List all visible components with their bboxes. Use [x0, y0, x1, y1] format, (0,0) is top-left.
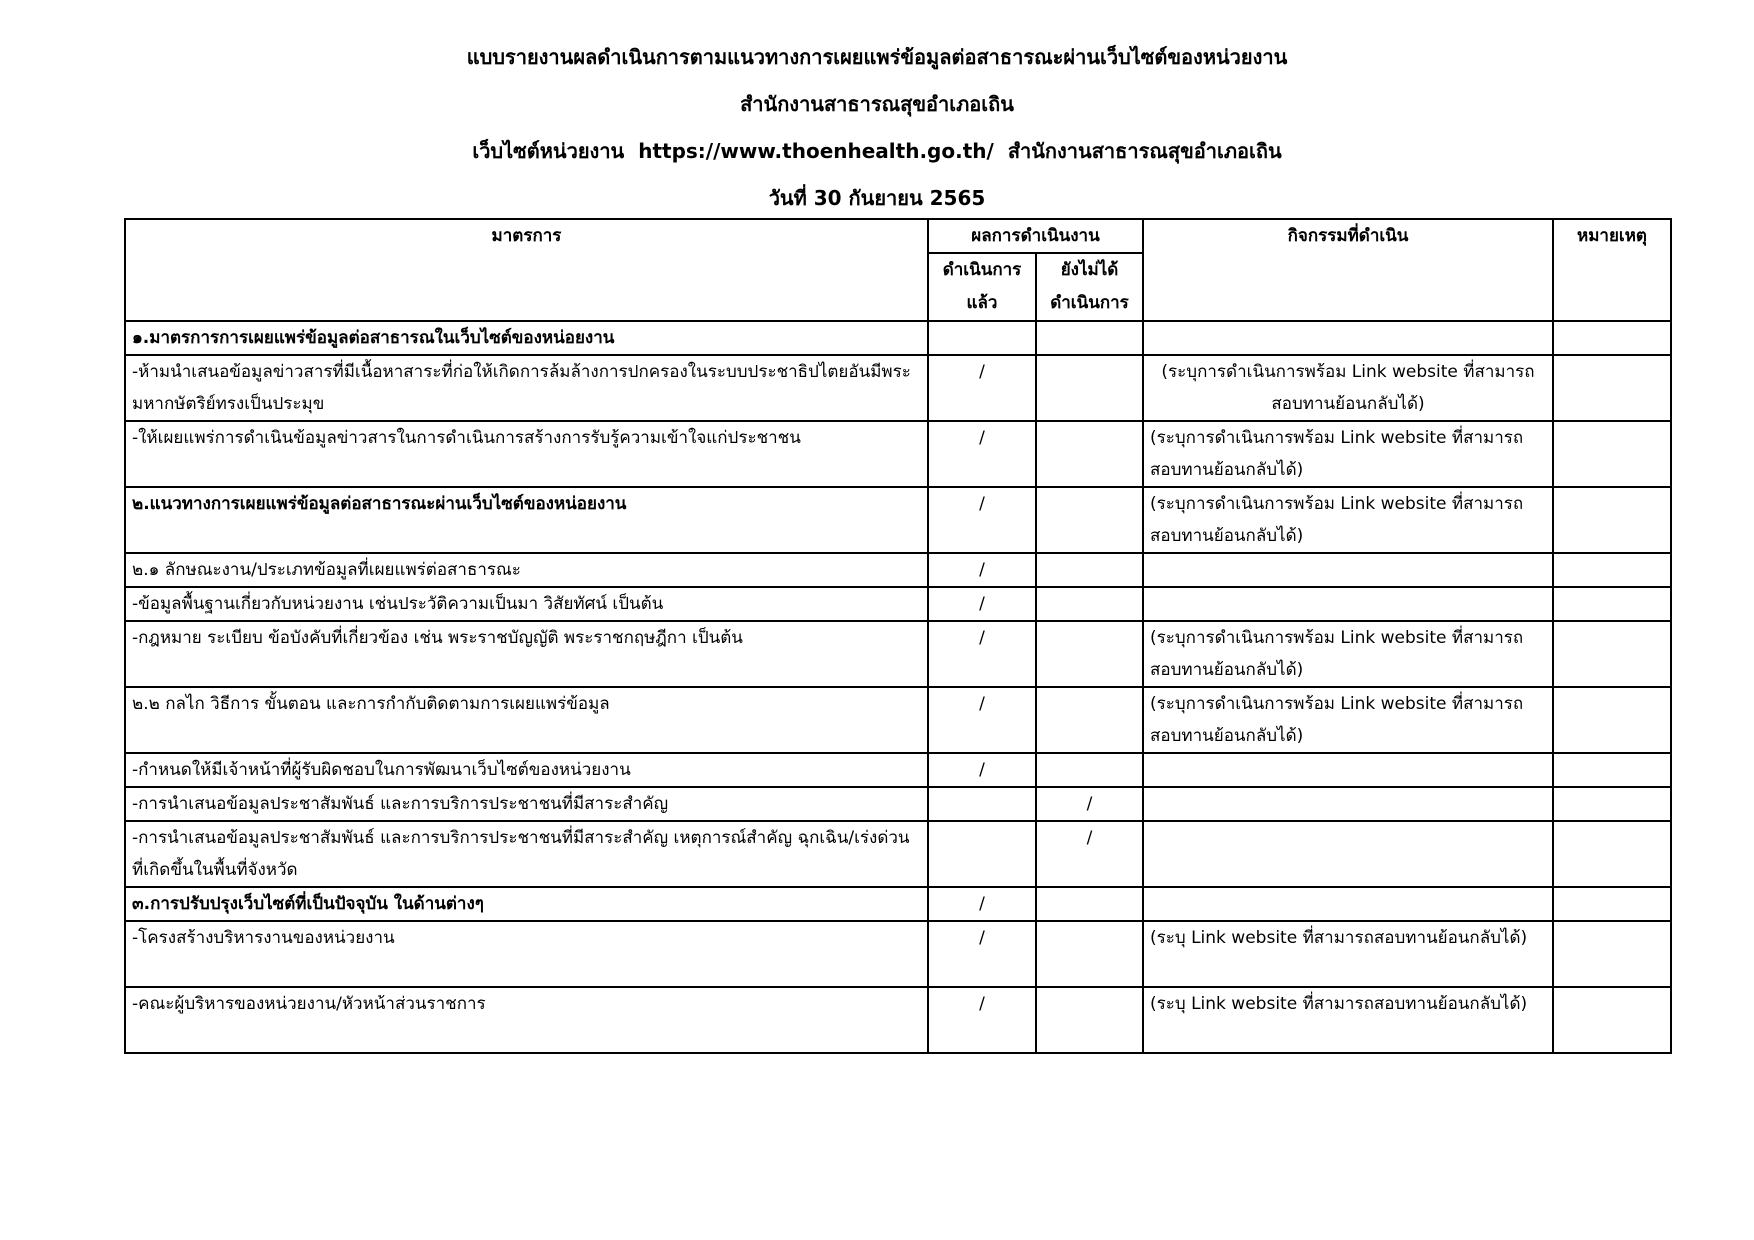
website-url: https://www.thoenhealth.go.th/ — [638, 139, 994, 163]
done-mark: / — [928, 487, 1036, 553]
measure-cell: -ให้เผยแพร่การดำเนินข้อมูลข่าวสารในการดำเนินการสร้างการรับรู้ความเข้าใจแก่ประชาชน — [125, 421, 928, 487]
table-row — [125, 821, 1671, 887]
report-date: วันที่ 30 กันยายน 2565 — [768, 186, 986, 210]
not-done-mark — [1036, 687, 1143, 753]
measure-cell: -ห้ามนำเสนอข้อมูลข่าวสารที่มีเนื้อหาสาระที่ก่อให้เกิดการล้มล้างการปกครองในระบบประชาธิปไตยอันมีพระมหากษัตริย์ทรงเป็นประมุข — [125, 355, 928, 421]
activity-cell — [1143, 753, 1553, 787]
done-mark: / — [928, 921, 1036, 987]
remark-cell — [1553, 753, 1671, 787]
activity-cell — [1143, 553, 1553, 587]
measure-cell: ๒.แนวทางการเผยแพร่ข้อมูลต่อสาธารณะผ่านเว็บไซต์ของหน่อยงาน — [125, 487, 928, 553]
remark-cell — [1553, 587, 1671, 621]
not-done-mark — [1036, 621, 1143, 687]
remark-cell — [1553, 787, 1671, 821]
done-mark: / — [928, 987, 1036, 1053]
activity-cell — [1143, 321, 1553, 355]
report-title: แบบรายงานผลดำเนินการตามแนวทางการเผยแพร่ข้อมูลต่อสาธารณะผ่านเว็บไซต์ของหน่วยงาน — [466, 45, 1288, 69]
remark-cell — [1553, 987, 1671, 1053]
remark-cell — [1553, 321, 1671, 355]
measure-cell: -กฎหมาย ระเบียบ ข้อบังคับที่เกี่ยวข้อง เช่น พระราชบัญญัติ พระราชกฤษฎีกา เป็นต้น — [125, 621, 928, 687]
done-mark — [928, 787, 1036, 821]
activity-cell: (ระบุการดำเนินการพร้อม Link website ที่สามารถสอบทานย้อนกลับได้) — [1143, 355, 1553, 421]
measure-cell: -ข้อมูลพื้นฐานเกี่ยวกับหน่วยงาน เช่นประวัติความเป็นมา วิสัยทัศน์ เป็นต้น — [125, 587, 928, 621]
measure-cell: ๒.๑ ลักษณะงาน/ประเภทข้อมูลที่เผยแพร่ต่อสาธารณะ — [125, 553, 928, 587]
not-done-mark — [1036, 753, 1143, 787]
measure-cell: -โครงสร้างบริหารงานของหน่วยงาน — [125, 921, 928, 987]
header-remark: หมายเหตุ — [1553, 219, 1671, 321]
activity-cell: (ระบุการดำเนินการพร้อม Link website ที่สามารถสอบทานย้อนกลับได้) — [1143, 421, 1553, 487]
table-row — [125, 587, 1671, 621]
not-done-mark — [1036, 321, 1143, 355]
remark-cell — [1553, 355, 1671, 421]
remark-cell — [1553, 487, 1671, 553]
remark-cell — [1553, 921, 1671, 987]
table-row — [125, 553, 1671, 587]
header-done: ดำเนินการแล้ว — [928, 253, 1036, 321]
header-result: ผลการดำเนินงาน — [928, 219, 1143, 253]
measure-cell: -กำหนดให้มีเจ้าหน้าที่ผู้รับผิดชอบในการพัฒนาเว็บไซต์ของหน่วยงาน — [125, 753, 928, 787]
measure-cell: -คณะผู้บริหารของหน่วยงาน/หัวหน้าส่วนราชการ — [125, 987, 928, 1053]
done-mark: / — [928, 421, 1036, 487]
activity-cell — [1143, 787, 1553, 821]
table-row — [125, 321, 1671, 355]
activity-cell — [1143, 887, 1553, 921]
website-agency: สำนักงานสาธารณสุขอำเภอเถิน — [1007, 139, 1282, 163]
measure-cell: ๒.๒ กลไก วิธีการ ขั้นตอน และการกำกับติดตามการเผยแพร่ข้อมูล — [125, 687, 928, 753]
done-mark: / — [928, 621, 1036, 687]
activity-cell: (ระบุ Link website ที่สามารถสอบทานย้อนกลับได้) — [1143, 921, 1553, 987]
report-table — [124, 218, 1672, 1054]
table-row — [125, 987, 1671, 1053]
done-mark: / — [928, 753, 1036, 787]
table-row — [125, 421, 1671, 487]
not-done-mark — [1036, 921, 1143, 987]
done-mark — [928, 821, 1036, 887]
done-mark: / — [928, 887, 1036, 921]
done-mark — [928, 321, 1036, 355]
not-done-mark: / — [1036, 821, 1143, 887]
remark-cell — [1553, 887, 1671, 921]
table-row — [125, 487, 1671, 553]
activity-cell: (ระบุการดำเนินการพร้อม Link website ที่สามารถสอบทานย้อนกลับได้) — [1143, 621, 1553, 687]
not-done-mark — [1036, 887, 1143, 921]
measure-cell: -การนำเสนอข้อมูลประชาสัมพันธ์ และการบริการประชาชนที่มีสาระสำคัญ เหตุการณ์สำคัญ ฉุกเฉิน/เร่งด่วน ที่เกิดขึ้นในพื้นที่จังหวัด — [125, 821, 928, 887]
done-mark: / — [928, 553, 1036, 587]
activity-cell: (ระบุ Link website ที่สามารถสอบทานย้อนกลับได้) — [1143, 987, 1553, 1053]
header-not-done: ยังไม่ได้ดำเนินการ — [1036, 253, 1143, 321]
table-row — [125, 753, 1671, 787]
agency-name: สำนักงานสาธารณสุขอำเภอเถิน — [740, 92, 1014, 116]
header-activity: กิจกรรมที่ดำเนิน — [1143, 219, 1553, 321]
activity-cell: (ระบุการดำเนินการพร้อม Link website ที่สามารถสอบทานย้อนกลับได้) — [1143, 487, 1553, 553]
not-done-mark — [1036, 587, 1143, 621]
not-done-mark — [1036, 987, 1143, 1053]
table-row — [125, 921, 1671, 987]
table-row — [125, 687, 1671, 753]
table-row — [125, 887, 1671, 921]
table-row — [125, 621, 1671, 687]
activity-cell — [1143, 821, 1553, 887]
activity-cell — [1143, 587, 1553, 621]
activity-cell: (ระบุการดำเนินการพร้อม Link website ที่สามารถสอบทานย้อนกลับได้) — [1143, 687, 1553, 753]
report-header — [0, 34, 1754, 222]
measure-cell: ๓.การปรับปรุงเว็บไซต์ที่เป็นปัจจุบัน ในด้านต่างๆ — [125, 887, 928, 921]
done-mark: / — [928, 355, 1036, 421]
not-done-mark — [1036, 487, 1143, 553]
remark-cell — [1553, 621, 1671, 687]
website-line — [0, 128, 1754, 175]
remark-cell — [1553, 821, 1671, 887]
table-row — [125, 787, 1671, 821]
measure-cell: -การนำเสนอข้อมูลประชาสัมพันธ์ และการบริการประชาชนที่มีสาระสำคัญ — [125, 787, 928, 821]
done-mark: / — [928, 587, 1036, 621]
not-done-mark — [1036, 421, 1143, 487]
done-mark: / — [928, 687, 1036, 753]
not-done-mark: / — [1036, 787, 1143, 821]
remark-cell — [1553, 421, 1671, 487]
not-done-mark — [1036, 553, 1143, 587]
website-label: เว็บไซต์หน่วยงาน — [472, 139, 625, 163]
measure-cell: ๑.มาตรการการเผยแพร่ข้อมูลต่อสาธารณในเว็บไซต์ของหน่อยงาน — [125, 321, 928, 355]
table-row — [125, 355, 1671, 421]
remark-cell — [1553, 553, 1671, 587]
header-measure: มาตรการ — [125, 219, 928, 321]
not-done-mark — [1036, 355, 1143, 421]
remark-cell — [1553, 687, 1671, 753]
